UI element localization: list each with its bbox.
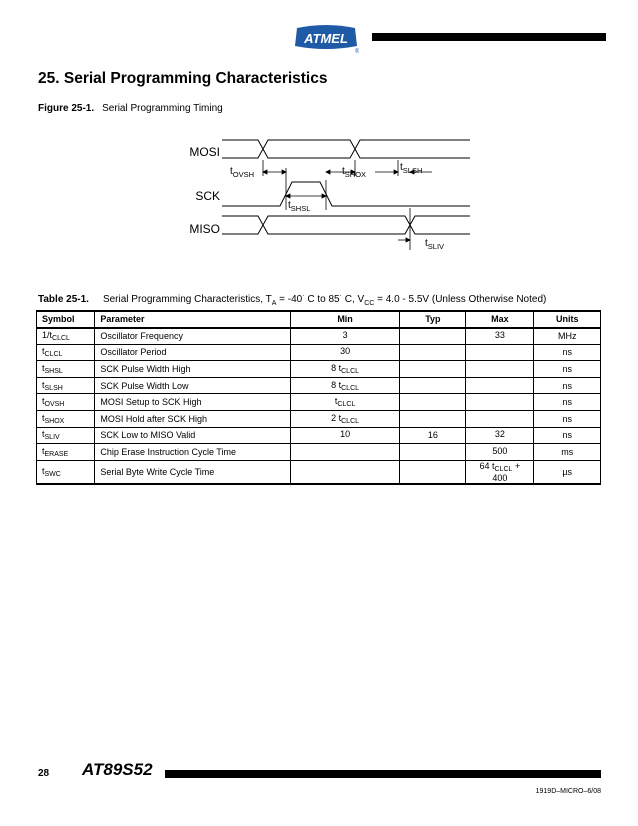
header-typ: Typ xyxy=(400,311,466,328)
cell-symbol: $t_{OVSH}$ xyxy=(37,394,95,411)
cell-min: 30 xyxy=(290,344,400,361)
header-max: Max xyxy=(466,311,534,328)
cell-units: ns xyxy=(534,344,601,361)
table-caption xyxy=(38,293,546,307)
logo-text: ATMEL xyxy=(304,31,348,46)
cell-units: ms xyxy=(534,444,601,461)
product-name: AT89S52 xyxy=(82,760,153,779)
cell-parameter: SCK Pulse Width Low xyxy=(95,377,290,394)
cell-typ xyxy=(400,460,466,484)
header-rule xyxy=(372,33,606,41)
header-min: Min xyxy=(290,311,400,328)
cell-min: 10 xyxy=(290,427,400,444)
signal-label-miso: MISO xyxy=(189,222,220,236)
timing-label-tslsh: $t_{SLSH}$ xyxy=(400,162,423,175)
section-title xyxy=(38,70,327,88)
timing-label-tshox: $t_{SHOX}$ xyxy=(342,166,367,179)
cell-max xyxy=(466,377,534,394)
cell-parameter: MOSI Setup to SCK High xyxy=(95,394,290,411)
cell-max: 64 $t_{CLCL} + 400$ xyxy=(466,460,534,484)
cell-symbol: $t_{SLIV}$ xyxy=(37,427,95,444)
timing-diagram xyxy=(170,128,470,268)
atmel-logo xyxy=(293,24,359,54)
cell-min: 8 $t_{CLCL}$ xyxy=(290,377,400,394)
cell-max xyxy=(466,411,534,428)
header-units: Units xyxy=(534,311,601,328)
cell-typ xyxy=(400,344,466,361)
logo-registered-mark: ® xyxy=(355,49,359,54)
figure-label: Figure 25-1. xyxy=(38,103,95,114)
section-title-text: Serial Programming Characteristics xyxy=(63,70,328,87)
cell-max xyxy=(466,394,534,411)
cell-symbol: $t_{CLCL}$ xyxy=(37,344,95,361)
miso-waveform xyxy=(222,216,470,234)
timing-label-tsliv: $t_{SLIV}$ xyxy=(425,238,445,251)
cell-typ xyxy=(400,444,466,461)
cell-units: MHz xyxy=(534,328,601,345)
cell-units: ns xyxy=(534,361,601,378)
cell-max: 32 xyxy=(466,427,534,444)
timing-label-tovsh: $t_{OVSH}$ xyxy=(230,166,255,179)
cell-max xyxy=(466,361,534,378)
table-row xyxy=(37,377,601,394)
table-row xyxy=(37,427,601,444)
cell-symbol: $t_{SLSH}$ xyxy=(37,377,95,394)
signal-label-sck: SCK xyxy=(195,189,220,203)
cell-symbol: $1/t_{CLCL}$ xyxy=(37,328,95,345)
cell-min xyxy=(290,444,400,461)
cell-parameter: Chip Erase Instruction Cycle Time xyxy=(95,444,290,461)
table-row xyxy=(37,361,601,378)
cell-units: ns xyxy=(534,427,601,444)
header-parameter: Parameter xyxy=(95,311,290,328)
sck-waveform xyxy=(222,182,470,206)
cell-units: ns xyxy=(534,394,601,411)
cell-parameter: Oscillator Period xyxy=(95,344,290,361)
table-row xyxy=(37,411,601,428)
cell-typ xyxy=(400,394,466,411)
cell-typ xyxy=(400,377,466,394)
cell-parameter: SCK Low to MISO Valid xyxy=(95,427,290,444)
table-row xyxy=(37,344,601,361)
table-row xyxy=(37,394,601,411)
table-caption-text: Serial Programming Characteristics, $T_A = -40^\cdot$ C to 85· C, $V_{CC} = 4.0 - 5.5V$ (Unless Otherwise Noted) xyxy=(102,293,547,308)
footer-rule xyxy=(165,770,601,778)
cell-parameter: Serial Byte Write Cycle Time xyxy=(95,460,290,484)
cell-typ xyxy=(400,361,466,378)
figure-caption-text: Serial Programming Timing xyxy=(102,103,223,114)
document-code: 1919D–MICRO–6/08 xyxy=(535,788,601,795)
section-number: 25. xyxy=(38,70,60,87)
cell-max: 500 xyxy=(466,444,534,461)
figure-caption xyxy=(38,103,223,114)
cell-typ xyxy=(400,411,466,428)
cell-min: 2 $t_{CLCL}$ xyxy=(290,411,400,428)
page-number: 28 xyxy=(38,768,50,779)
cell-parameter: Oscillator Frequency xyxy=(95,328,290,345)
cell-max: 33 xyxy=(466,328,534,345)
cell-parameter: MOSI Hold after SCK High xyxy=(95,411,290,428)
cell-units: µs xyxy=(534,460,601,484)
table-row xyxy=(37,460,601,484)
signal-label-mosi: MOSI xyxy=(189,145,220,159)
table-row xyxy=(37,444,601,461)
cell-symbol: $t_{SHOX}$ xyxy=(37,411,95,428)
cell-min: $t_{CLCL}$ xyxy=(290,394,400,411)
cell-typ xyxy=(400,328,466,345)
table-label: Table 25-1. xyxy=(38,294,89,306)
table-header-row xyxy=(37,311,601,328)
cell-min xyxy=(290,460,400,484)
spec-table xyxy=(36,310,601,485)
cell-symbol: $t_{SHSL}$ xyxy=(37,361,95,378)
cell-typ: 16 xyxy=(400,427,466,444)
cell-units: ns xyxy=(534,377,601,394)
cell-max xyxy=(466,344,534,361)
cell-min: 8 $t_{CLCL}$ xyxy=(290,361,400,378)
cell-units: ns xyxy=(534,411,601,428)
header-symbol: Symbol xyxy=(37,311,95,328)
cell-symbol: $t_{ERASE}$ xyxy=(37,444,95,461)
cell-parameter: SCK Pulse Width High xyxy=(95,361,290,378)
cell-min: 3 xyxy=(290,328,400,345)
timing-label-tshsl: $t_{SHSL}$ xyxy=(288,200,311,213)
table-row xyxy=(37,328,601,345)
table-body xyxy=(37,328,601,484)
timing-reference-lines xyxy=(263,160,410,250)
cell-symbol: $t_{SWC}$ xyxy=(37,460,95,484)
mosi-waveform xyxy=(222,140,470,158)
